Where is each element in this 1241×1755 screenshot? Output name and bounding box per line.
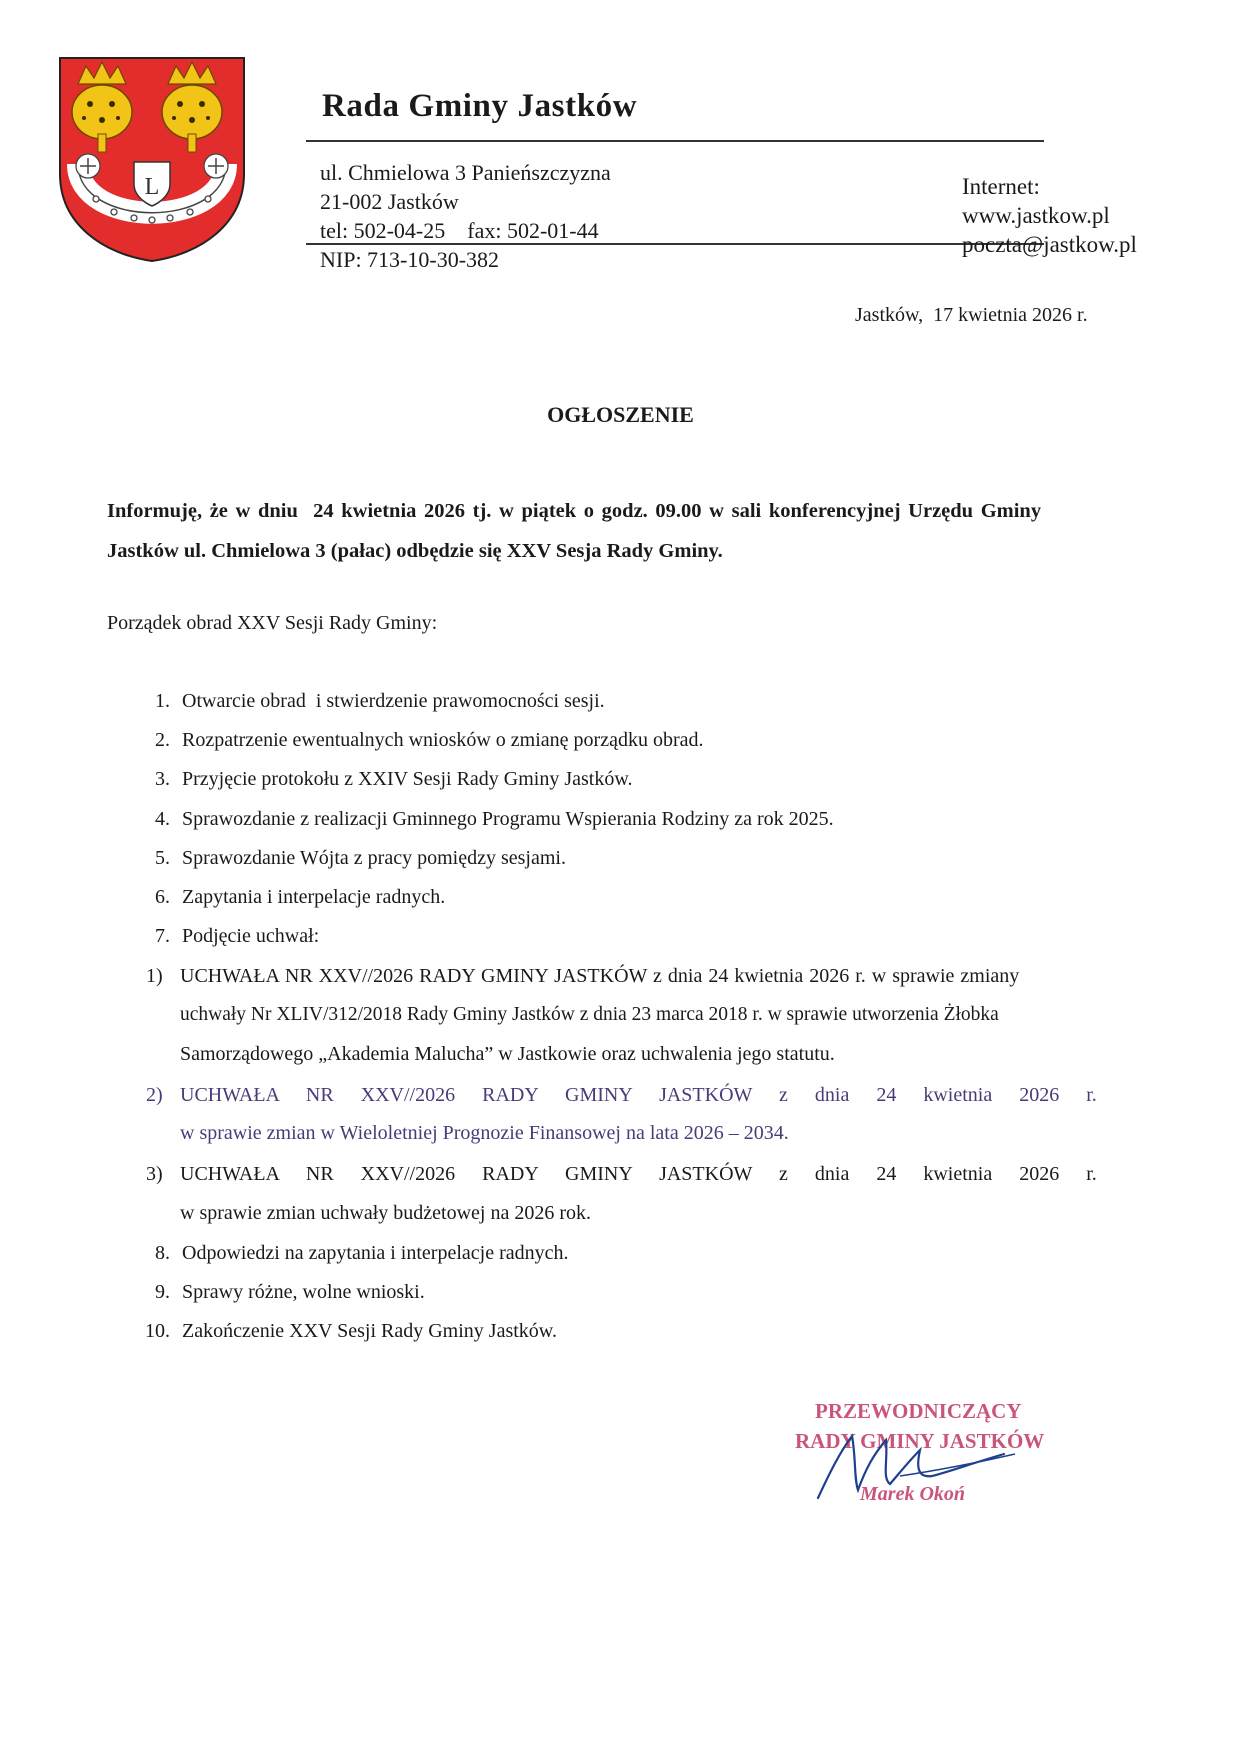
resolution-line: UCHWAŁA NR XXV//2026 RADY GMINY JASTKÓW z dnia 24 kwietnia 2026 r. — [180, 1084, 1097, 1106]
resolution-line: w sprawie zmian uchwały budżetowej na 2026 rok. — [180, 1202, 591, 1224]
document-title: OGŁOSZENIE — [547, 402, 694, 427]
agenda-num: 1. — [155, 690, 170, 712]
stamp-line2: RADY GMINY JASTKÓW — [795, 1429, 1045, 1453]
agenda-num: 7. — [155, 925, 170, 947]
website-link[interactable]: www.jastkow.pl — [962, 203, 1110, 228]
resolution-num: 2) — [146, 1084, 163, 1106]
agenda-num: 5. — [155, 847, 170, 869]
intro-line: Informuję, że w dniu 24 kwietnia 2026 tj. w piątek o godz. 09.00 w sali konferencyjnej Urzędu Gminy — [107, 500, 1042, 522]
coat-of-arms-icon — [56, 54, 248, 264]
agenda-text: Sprawozdanie z realizacji Gminnego Programu Wspierania Rodziny za rok 2025. — [182, 808, 834, 830]
intro-line: Jastków ul. Chmielowa 3 (pałac) odbędzie się XXV Sesja Rady Gminy. — [107, 540, 723, 562]
email-link[interactable]: poczta@jastkow.pl — [962, 232, 1137, 257]
resolution-line: UCHWAŁA NR XXV//2026 RADY GMINY JASTKÓW z dnia 24 kwietnia 2026 r. — [180, 1163, 1097, 1185]
resolution-num: 1) — [146, 965, 163, 987]
agenda-text: Rozpatrzenie ewentualnych wniosków o zmianę porządku obrad. — [182, 729, 704, 751]
agenda-num: 2. — [155, 729, 170, 751]
address-line: tel: 502-04-25 fax: 502-01-44 — [320, 218, 599, 243]
resolution-line: uchwały Nr XLIV/312/2018 Rady Gminy Jastków z dnia 23 marca 2018 r. w sprawie utworzenia Żłobka — [180, 1004, 999, 1025]
agenda-num: 3. — [155, 768, 170, 790]
address-line: 21-002 Jastków — [320, 189, 459, 214]
contact-label: Internet: — [962, 174, 1040, 199]
resolution-num: 3) — [146, 1163, 163, 1185]
stamp-name: Marek Okoń — [860, 1483, 966, 1505]
agenda-text: Zakończenie XXV Sesji Rady Gminy Jastków. — [182, 1320, 557, 1342]
svg-text:L: L — [144, 174, 160, 200]
contact-block — [962, 172, 1137, 259]
agenda-num: 9. — [155, 1281, 170, 1303]
agenda-num: 6. — [155, 886, 170, 908]
stamp-line1: PRZEWODNICZĄCY — [815, 1399, 1022, 1423]
org-name: Rada Gminy Jastków — [322, 88, 638, 124]
resolution-line: UCHWAŁA NR XXV//2026 RADY GMINY JASTKÓW z dnia 24 kwietnia 2026 r. w sprawie zmiany — [180, 965, 1020, 987]
header-divider-top — [306, 140, 1044, 142]
address-block — [320, 158, 611, 274]
agenda-num: 10. — [145, 1320, 170, 1342]
address-line: ul. Chmielowa 3 Panieńszczyzna — [320, 160, 611, 185]
signature-stamp — [770, 1380, 1090, 1510]
agenda-text: Odpowiedzi na zapytania i interpelacje radnych. — [182, 1242, 569, 1264]
agenda-num: 8. — [155, 1242, 170, 1264]
agenda-text: Przyjęcie protokołu z XXIV Sesji Rady Gminy Jastków. — [182, 768, 633, 790]
resolution-line: Samorządowego „Akademia Malucha” w Jastkowie oraz uchwalenia jego statutu. — [180, 1043, 835, 1065]
agenda-text: Sprawy różne, wolne wnioski. — [182, 1281, 425, 1303]
agenda-num: 4. — [155, 808, 170, 830]
document-date: Jastków, 17 kwietnia 2026 r. — [855, 304, 1088, 326]
agenda-text: Podjęcie uchwał: — [182, 925, 320, 947]
agenda-text: Zapytania i interpelacje radnych. — [182, 886, 446, 908]
resolution-line: w sprawie zmian w Wieloletniej Prognozie Finansowej na lata 2026 – 2034. — [180, 1122, 789, 1144]
agenda-lead: Porządek obrad XXV Sesji Rady Gminy: — [107, 612, 438, 634]
agenda-text: Sprawozdanie Wójta z pracy pomiędzy sesjami. — [182, 847, 566, 869]
address-line: NIP: 713-10-30-382 — [320, 247, 500, 272]
agenda-text: Otwarcie obrad i stwierdzenie prawomocności sesji. — [182, 690, 605, 712]
